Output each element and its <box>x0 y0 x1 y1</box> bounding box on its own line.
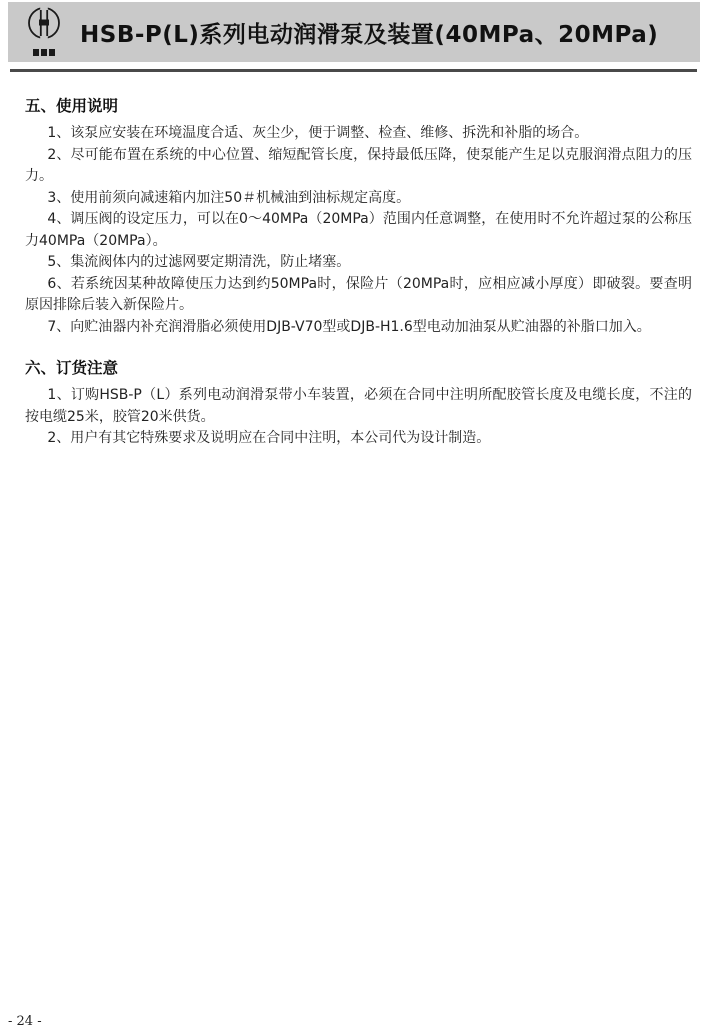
section-ordering-notes <box>25 356 692 450</box>
section-usage-instructions <box>25 94 692 338</box>
header-bar <box>8 2 700 62</box>
order-item-1: 1、订购HSB-P（L）系列电动润滑泵带小车装置，必须在合同中注明所配胶管长度及电缆长度，不注的按电缆25米，胶管20米供货。 <box>25 387 692 425</box>
company-logo-svg <box>22 5 66 59</box>
page-number: - 24 - <box>8 1014 42 1029</box>
section-heading: 六、订货注意 <box>25 359 119 377</box>
document-content <box>25 94 692 450</box>
page-title: HSB-P(L)系列电动润滑泵及装置(40MPa、20MPa) <box>80 21 659 48</box>
order-item-2: 2、用户有其它特殊要求及说明应在合同中注明，本公司代为设计制造。 <box>47 430 491 446</box>
section-heading: 五、使用说明 <box>25 97 119 115</box>
usage-item-5: 5、集流阀体内的过滤网要定期清洗，防止堵塞。 <box>47 254 351 270</box>
usage-item-3: 3、使用前须向减速箱内加注50＃机械油到油标规定高度。 <box>47 189 411 206</box>
usage-item-2: 2、尽可能布置在系统的中心位置、缩短配管长度，保持最低压降，使泵能产生足以克服润滑点阻力的压力。 <box>25 146 692 184</box>
header-divider <box>10 69 697 72</box>
usage-item-7: 7、向贮油器内补充润滑脂必须使用DJB-V70型或DJB-H1.6型电动加油泵从贮油器的补脂口加入。 <box>47 318 651 335</box>
company-logo-icon <box>22 5 66 59</box>
usage-item-1: 1、该泵应安装在环境温度合适、灰尘少，便于调整、检查、维修、拆洗和补脂的场合。 <box>47 125 589 141</box>
usage-item-6: 6、若系统因某种故障使压力达到约50MPa时，保险片（20MPa时，应相应减小厚度）即破裂。要查明原因排除后装入新保险片。 <box>25 275 692 313</box>
usage-item-4: 4、调压阀的设定压力，可以在0～40MPa（20MPa）范围内任意调整，在使用时不允许超过泵的公称压力40MPa（20MPa）。 <box>25 211 692 249</box>
